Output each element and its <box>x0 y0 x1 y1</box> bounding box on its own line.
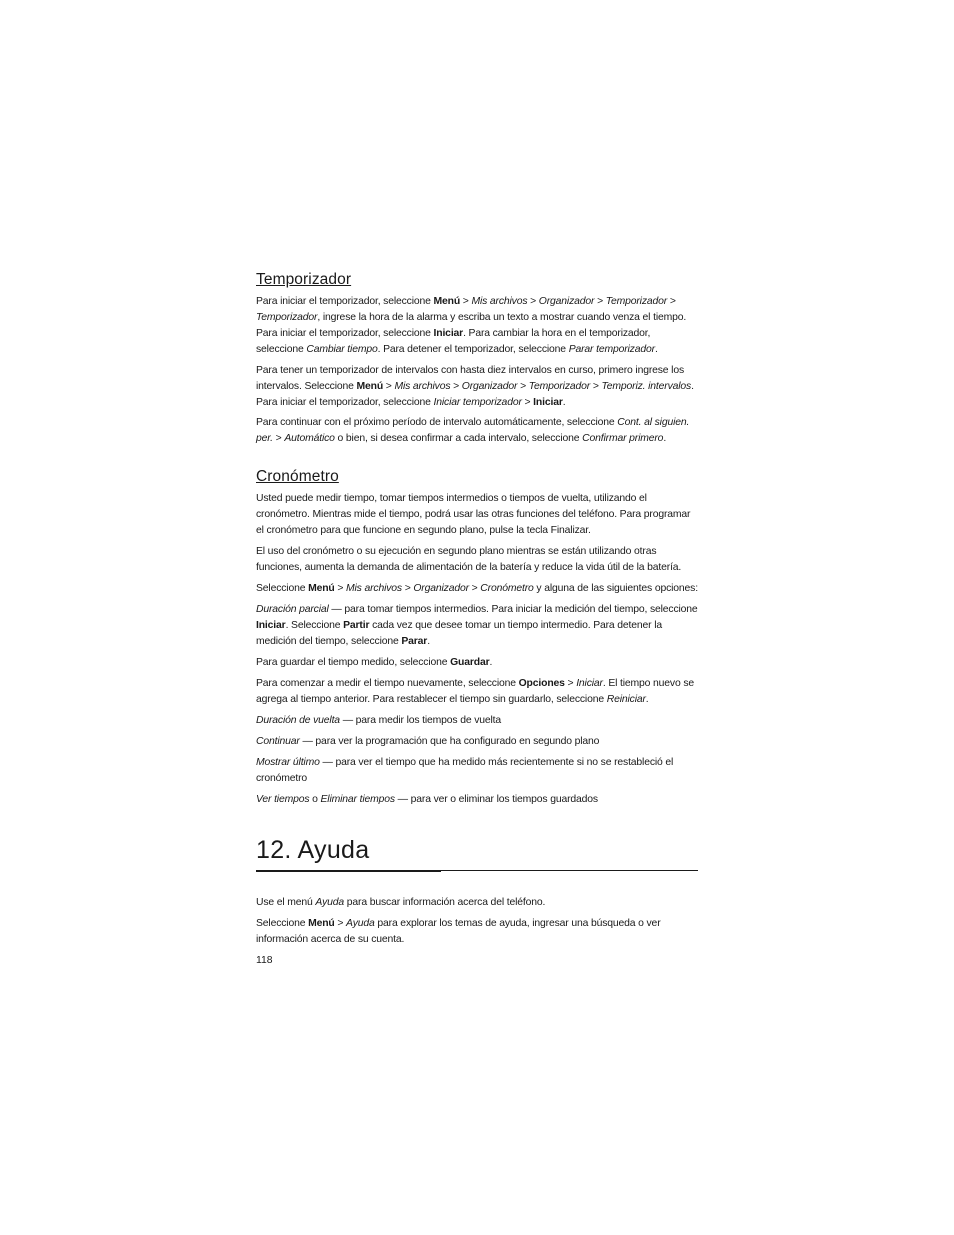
cronometro-option-ver-eliminar: Ver tiempos o Eliminar tiempos — para ver o eliminar los tiempos guardados <box>256 794 598 805</box>
ayuda-paragraph-2: Seleccione Menú > Ayuda para explorar los temas de ayuda, ingresar una búsqueda o ver información acerca de su cuenta. <box>256 918 661 945</box>
section-title-cronometro: Cronómetro <box>256 468 339 485</box>
temporizador-paragraph-2: Para tener un temporizador de intervalos con hasta diez intervalos en curso, primero ingrese los intervalos. Seleccione Menú > Mis archivos > Organizador > Temporizador > Temporiz. intervalos. Para iniciar el temporizador, seleccione Iniciar temporizador > Iniciar. <box>256 365 694 408</box>
cronometro-paragraph-1: Usted puede medir tiempo, tomar tiempos intermedios o tiempos de vuelta, utilizando el cronómetro. Mientras mide el tiempo, podrá usar las otras funciones del teléfono. Para programar el cronómetro para que funcione en segundo plano, pulse la tecla Finalizar. <box>256 493 691 536</box>
cronometro-paragraph-2: El uso del cronómetro o su ejecución en segundo plano mientras se están utilizando otras funciones, aumenta la demanda de alimentación de la batería y reduce la vida útil de la batería. <box>256 546 682 573</box>
cronometro-paragraph-3: Seleccione Menú > Mis archivos > Organizador > Cronómetro y alguna de las siguientes opciones: <box>256 583 698 594</box>
page-content <box>256 270 698 969</box>
cronometro-option-continuar: Continuar — para ver la programación que ha configurado en segundo plano <box>256 736 600 747</box>
temporizador-paragraph-3: Para continuar con el próximo período de intervalo automáticamente, seleccione Cont. al siguien. per. > Automático o bien, si desea confirmar a cada intervalo, seleccione Confirmar primero. <box>256 417 690 444</box>
cronometro-paragraph-5: Para guardar el tiempo medido, seleccione Guardar. <box>256 657 493 668</box>
chapter-heading <box>256 830 698 878</box>
section-title-temporizador: Temporizador <box>256 271 352 288</box>
chapter-rule-thick <box>256 870 441 872</box>
cronometro-paragraph-4: Duración parcial — para tomar tiempos intermedios. Para iniciar la medición del tiempo, seleccione Iniciar. Seleccione Partir cada vez que desee tomar un tiempo intermedio. Para detener la medición del tiempo, seleccione Parar. <box>256 604 698 647</box>
cronometro-option-duracion-vuelta: Duración de vuelta — para medir los tiempos de vuelta <box>256 715 502 726</box>
ayuda-paragraph-1: Use el menú Ayuda para buscar información acerca del teléfono. <box>256 897 546 908</box>
chapter-title: 12. Ayuda <box>256 836 370 864</box>
temporizador-paragraph-1: Para iniciar el temporizador, seleccione Menú > Mis archivos > Organizador > Temporizador > Temporizador, ingrese la hora de la alarma y escriba un texto a mostrar cuando venza el tiempo. Para iniciar el temporizador, seleccione Iniciar. Para cambiar la hora en el temporizador, seleccione Cambiar tiempo. Para detener el temporizador, seleccione Parar temporizador. <box>256 296 687 355</box>
page-number: 118 <box>256 955 273 966</box>
cronometro-paragraph-6: Para comenzar a medir el tiempo nuevamente, seleccione Opciones > Iniciar. El tiempo nuevo se agrega al tiempo anterior. Para restablecer el tiempo sin guardarlo, seleccione Reiniciar. <box>256 678 695 705</box>
chapter-rule-thin <box>441 870 698 871</box>
cronometro-option-mostrar-ultimo: Mostrar último — para ver el tiempo que ha medido más recientemente si no se restableció el cronómetro <box>256 757 674 784</box>
